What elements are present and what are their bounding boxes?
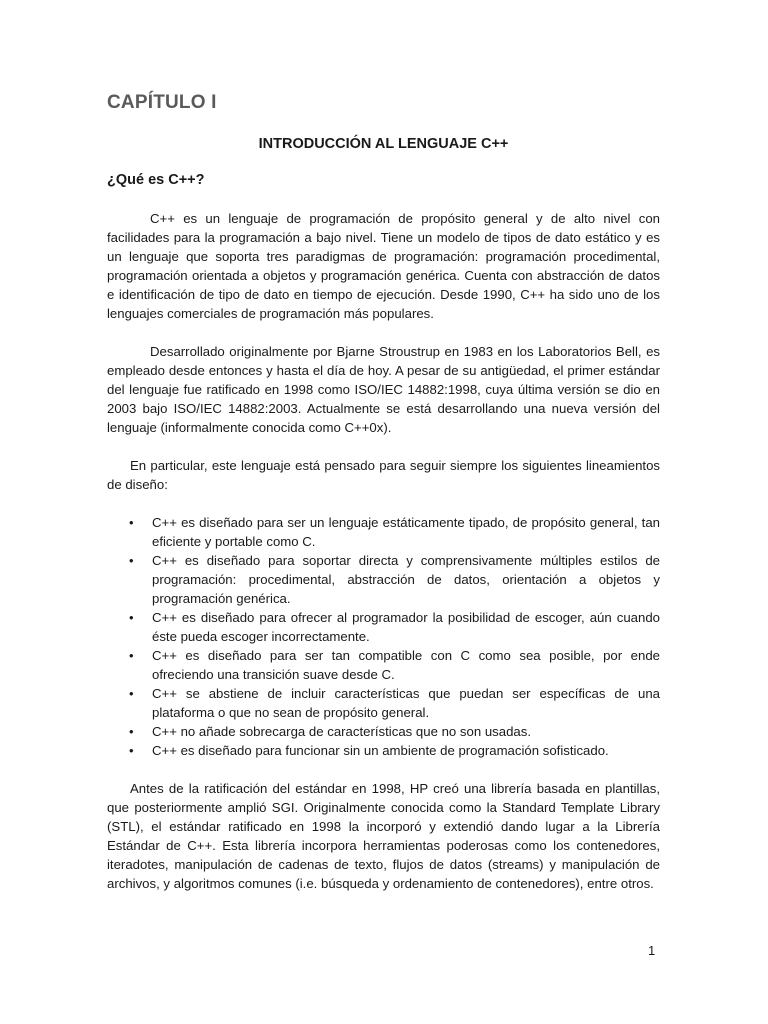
bullet-icon: • <box>129 515 134 530</box>
list-item <box>107 551 660 608</box>
document-page <box>107 92 660 912</box>
bullet-icon: • <box>129 553 134 568</box>
list-item-text: C++ es diseñado para soportar directa y comprensivamente múltiples estilos de programación: procedimental, abstracción de datos, orientación a objetos y programación genérica. <box>152 553 660 606</box>
chapter-heading: CAPÍTULO I <box>107 92 217 113</box>
page-number: 1 <box>648 943 656 958</box>
document-title: INTRODUCCIÓN AL LENGUAJE C++ <box>258 136 509 152</box>
bullet-icon: • <box>129 724 134 739</box>
list-item <box>107 722 660 741</box>
list-item-text: C++ es diseñado para ofrecer al programador la posibilidad de escoger, aún cuando éste pueda escoger incorrectamente. <box>152 610 660 644</box>
list-item-text: C++ es diseñado para ser un lenguaje estáticamente tipado, de propósito general, tan eficiente y portable como C. <box>152 515 660 549</box>
list-item-text: C++ no añade sobrecarga de características que no son usadas. <box>152 724 532 739</box>
list-item-text: C++ se abstiene de incluir características que puedan ser específicas de una plataforma o que no sean de propósito general. <box>152 686 660 720</box>
bullet-icon: • <box>129 610 134 625</box>
list-item-text: C++ es diseñado para ser tan compatible con C como sea posible, por ende ofreciendo una transición suave desde C. <box>152 648 660 682</box>
bullet-icon: • <box>129 686 134 701</box>
paragraph-stl: Antes de la ratificación del estándar en 1998, HP creó una librería basada en plantillas, que posteriormente amplió SGI. Originalmente conocida como la Standard Template Library (STL), el estándar ratificado en 1998 la incorporó y extendió dando lugar a la Librería Estándar de C++. Esta librería incorpora herramientas poderosas como los contenedores, iteradotes, manipulación de cadenas de texto, flujos de datos (streams) y manipulación de archivos, y algoritmos comunes (i.e. búsqueda y ordenamiento de contenedores), entre otros. <box>107 781 660 891</box>
list-item <box>107 513 660 551</box>
list-item <box>107 684 660 722</box>
list-item <box>107 646 660 684</box>
design-guidelines-list <box>107 513 660 760</box>
section-heading: ¿Qué es C++? <box>107 172 205 188</box>
list-item <box>107 741 660 760</box>
list-item <box>107 608 660 646</box>
list-item-text: C++ es diseñado para funcionar sin un ambiente de programación sofisticado. <box>152 743 609 758</box>
bullet-icon: • <box>129 648 134 663</box>
paragraph-design-intro: En particular, este lenguaje está pensado para seguir siempre los siguientes lineamientos de diseño: <box>107 458 660 492</box>
paragraph-history: Desarrollado originalmente por Bjarne Stroustrup en 1983 en los Laboratorios Bell, es empleado desde entonces y hasta el día de hoy. A pesar de su antigüedad, el primer estándar del lenguaje fue ratificado en 1998 como ISO/IEC 14882:1998, cuya última versión se dio en 2003 bajo ISO/IEC 14882:2003. Actualmente se está desarrollando una nueva versión del lenguaje (informalmente conocida como C++0x). <box>107 344 660 435</box>
bullet-icon: • <box>129 743 134 758</box>
paragraph-intro: C++ es un lenguaje de programación de propósito general y de alto nivel con facilidades para la programación a bajo nivel. Tiene un modelo de tipos de dato estático y es un lenguaje que soporta tres paradigmas de programación: programación procedimental, programación orientada a objetos y programación genérica. Cuenta con abstracción de datos e identificación de tipo de dato en tiempo de ejecución. Desde 1990, C++ ha sido uno de los lenguajes comerciales de programación más populares. <box>107 211 660 321</box>
